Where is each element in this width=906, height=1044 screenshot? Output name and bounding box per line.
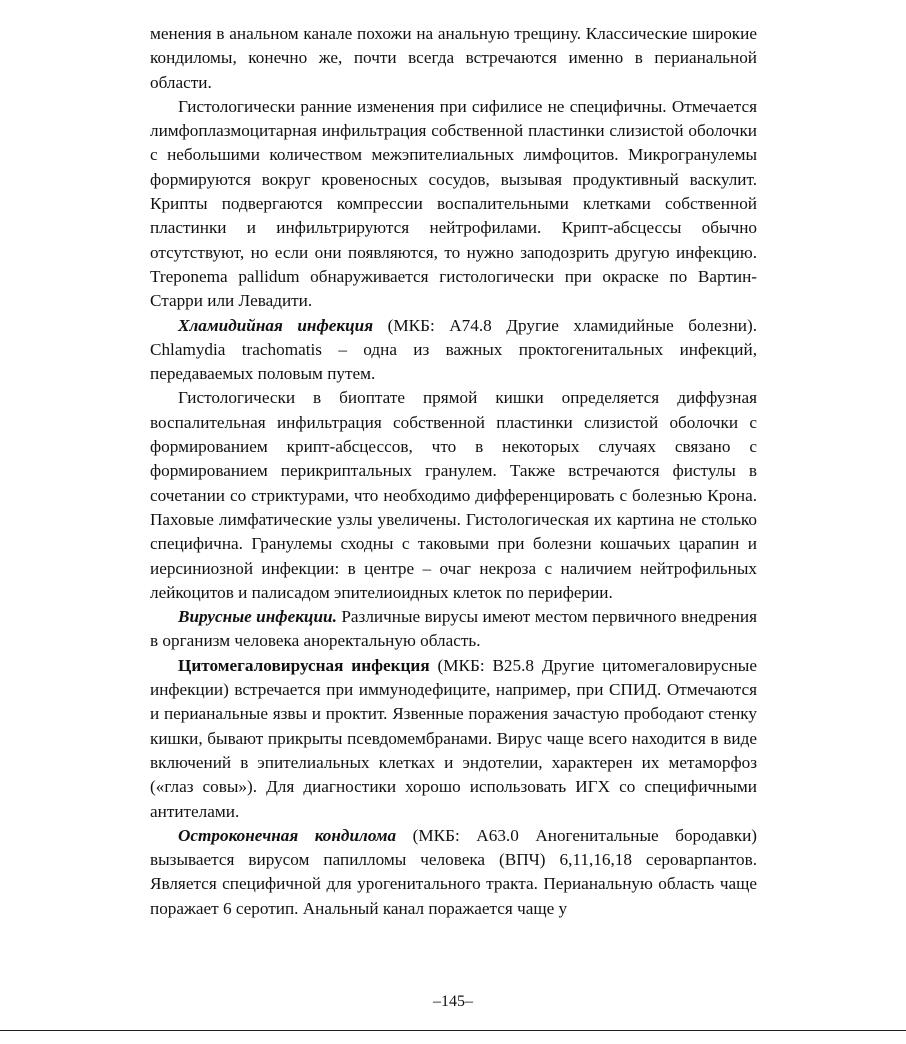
paragraph-4-text: Гистологически в биоптате прямой кишки определяется диффузная воспалительная инфильтрация собственной пластинки слизистой оболочки с формированием крипт-абсцессов, что в некоторых случаях связано с формированием перикриптальных гранулем. Также встречаются фистулы в сочетании со стриктурами, что необходимо дифференцировать с болезнью Крона. Паховые лимфатические узлы увеличены. Гистологическая их картина не столько специфична. Гранулемы сходны с таковыми при болезни кошачьих царапин и иерсиниозной инфекции: в центре – очаг некроза с наличием нейтрофильных лейкоцитов и палисадом эпителиоидных клеток по периферии.: [150, 388, 757, 602]
paragraph-3-text: (МКБ: A74.8 Другие хламидийные болезни). Chlamydia trachomatis – одна из важных проктогенитальных инфекций, передаваемых половым путем.: [150, 315, 757, 384]
paragraph-3-heading: Хламидийная инфекция: [178, 315, 374, 335]
paragraph-6: [150, 654, 757, 824]
page-number: –145–: [433, 993, 473, 1010]
paragraph-7-text: (МКБ: A63.0 Аногенитальные бородавки) вызывается вирусом папилломы человека (ВПЧ) 6,11,16,18 сероварпантов. Является специфичной для урогенитального тракта. Перианальную область чаще поражает 6 серотип. Анальный канал поражается чаще у: [150, 825, 757, 918]
paragraph-7: [150, 824, 757, 921]
paragraph-7-heading: Остроконечная кондилома: [178, 825, 397, 845]
paragraph-6-heading: Цитомегаловирусная инфекция: [178, 655, 430, 675]
page-body: [150, 22, 757, 921]
paragraph-6-text: (МКБ: B25.8 Другие цитомегаловирусные инфекции) встречается при иммунодефиците, например, при СПИД. Отмечаются и перианальные язвы и проктит. Язвенные поражения зачастую прободают стенку кишки, бывают прикрыты псевдомембранами. Вирус чаще всего находится в виде включений в эпителиальных клетках и эндотелии, характерен их метаморфоз («глаз совы»). Для диагностики хорошо использовать ИГХ со специфичными антителами.: [150, 655, 757, 821]
paragraph-4: [150, 386, 757, 605]
bottom-divider: [0, 1030, 906, 1031]
paragraph-2: [150, 95, 757, 314]
paragraph-5: [150, 605, 757, 654]
paragraph-1: [150, 22, 757, 95]
paragraph-5-text: Различные вирусы имеют местом первичного внедрения в организм человека аноректальную область.: [150, 607, 757, 651]
paragraph-5-heading: Вирусные инфекции.: [178, 607, 337, 627]
paragraph-1-text: менения в анальном канале похожи на анальную трещину. Классические широкие кондиломы, конечно же, почти всегда встречаются именно в перианальной области.: [150, 24, 757, 92]
paragraph-2-text: Гистологически ранние изменения при сифилисе не специфичны. Отмечается лимфоплазмоцитарная инфильтрация собственной пластинки слизистой оболочки с небольшими количеством межэпителиальных лимфоцитов. Микрогранулемы формируются вокруг кровеносных сосудов, вызывая продуктивный васкулит. Крипты подвергаются компрессии воспалительными клетками собственной пластинки и инфильтрируются нейтрофилами. Крипт-абсцессы обычно отсутствуют, но если они появляются, то нужно заподозрить другую инфекцию. Treponema pallidum обнаруживается гистологически при окраске по Вартин-Старри или Левадити.: [150, 96, 757, 311]
paragraph-3: [150, 314, 757, 387]
